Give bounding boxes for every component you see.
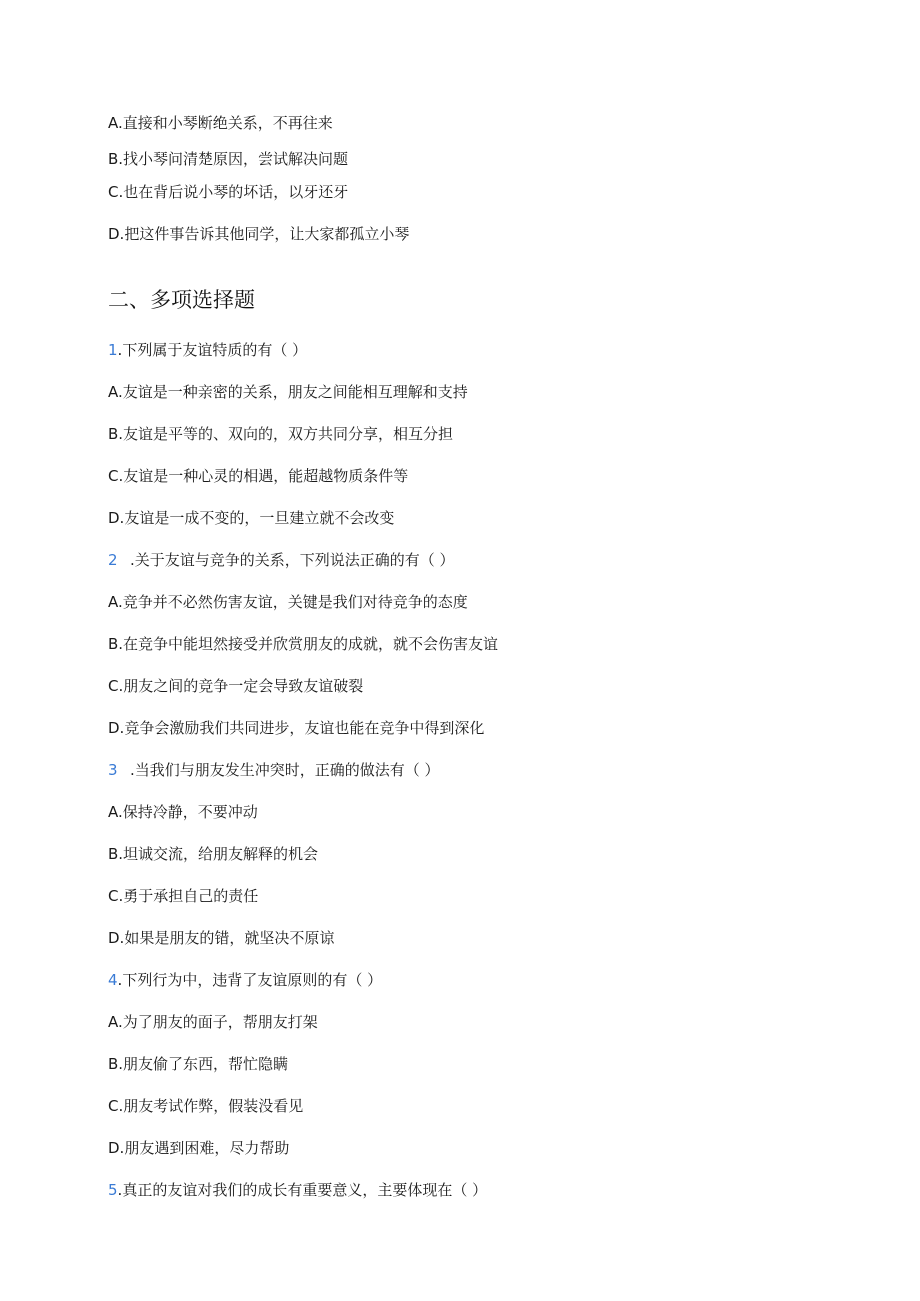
question-number: 5 [108,1181,118,1199]
question-4-option-d: D.朋友遇到困难，尽力帮助 [108,1139,290,1157]
question-5-stem [108,1180,487,1200]
question-4-option-a: A.为了朋友的面子，帮朋友打架 [108,1013,318,1031]
question-2-option-a: A.竞争并不必然伤害友谊，关键是我们对待竞争的态度 [108,593,468,611]
prev-option-b: B.找小琴问清楚原因，尝试解决问题 [108,150,349,168]
question-1-option-d: D.友谊是一成不变的，一旦建立就不会改变 [108,509,395,527]
prev-option-c: C.也在背后说小琴的坏话，以牙还牙 [108,183,349,201]
question-2-stem [108,550,455,570]
question-3-option-b: B.坦诚交流，给朋友解释的机会 [108,845,319,863]
question-text: .真正的友谊对我们的成长有重要意义，主要体现在（ ） [117,1181,488,1199]
question-2-option-c: C.朋友之间的竞争一定会导致友谊破裂 [108,677,364,695]
question-number: 4 [108,971,118,989]
question-1-stem [108,340,307,360]
question-4-option-c: C.朋友考试作弊，假装没看见 [108,1097,304,1115]
question-3-option-d: D.如果是朋友的错，就坚决不原谅 [108,929,335,947]
question-3-option-c: C.勇于承担自己的责任 [108,887,259,905]
question-2-option-b: B.在竞争中能坦然接受并欣赏朋友的成就，就不会伤害友谊 [108,635,499,653]
question-1-option-b: B.友谊是平等的、双向的，双方共同分享，相互分担 [108,425,454,443]
question-text: .当我们与朋友发生冲突时，正确的做法有（ ） [130,761,440,779]
prev-option-d: D.把这件事告诉其他同学，让大家都孤立小琴 [108,225,410,243]
section-heading: 二、多项选择题 [108,288,255,312]
question-text: .下列行为中，违背了友谊原则的有（ ） [117,971,383,989]
question-1-option-c: C.友谊是一种心灵的相遇，能超越物质条件等 [108,467,409,485]
question-4-option-b: B.朋友偷了东西，帮忙隐瞒 [108,1055,289,1073]
question-1-option-a: A.友谊是一种亲密的关系，朋友之间能相互理解和支持 [108,383,468,401]
question-3-stem [108,760,440,780]
question-3-option-a: A.保持冷静，不要冲动 [108,803,258,821]
question-number: 2 [108,551,118,569]
question-text: .下列属于友谊特质的有（ ） [117,341,308,359]
prev-option-a: A.直接和小琴断绝关系，不再往来 [108,114,333,132]
question-number: 3 [108,761,118,779]
question-4-stem [108,970,382,990]
question-number: 1 [108,341,118,359]
question-text: .关于友谊与竞争的关系，下列说法正确的有（ ） [130,551,455,569]
question-2-option-d: D.竞争会激励我们共同进步，友谊也能在竞争中得到深化 [108,719,485,737]
